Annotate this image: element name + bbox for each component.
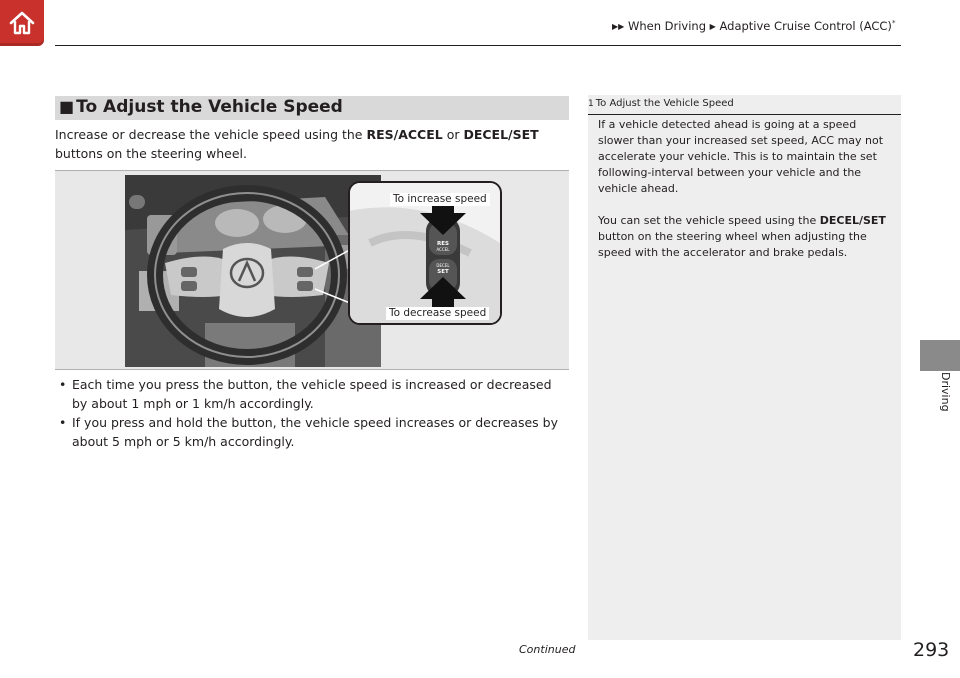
- breadcrumb: [612, 19, 895, 33]
- sidebar-text: button on the steering wheel when adjusting the speed with the accelerator and brake pedals.: [598, 230, 867, 259]
- sidebar-body: [598, 117, 894, 277]
- home-icon: [7, 8, 37, 38]
- increase-speed-label: To increase speed: [390, 193, 490, 206]
- intro-text: Increase or decrease the vehicle speed using the: [55, 127, 367, 142]
- home-button[interactable]: [0, 0, 44, 46]
- intro-text: or: [442, 127, 464, 142]
- sidebar-title: [588, 98, 901, 115]
- bullet-dot-icon: •: [59, 377, 67, 392]
- decel-set-term: DECEL/SET: [819, 214, 886, 227]
- sidebar-note: [588, 95, 901, 640]
- section-title: [59, 97, 343, 117]
- chapter-tab[interactable]: [920, 340, 960, 371]
- header-divider: [55, 45, 901, 46]
- square-bullet-icon: ■: [59, 97, 75, 116]
- res-button-label: RES: [437, 241, 449, 247]
- sidebar-paragraph: If a vehicle detected ahead is going at a speed slower than your increased set speed, ACC may not accelerate your vehicle. This is to maintain the set following-interval between your vehicle and the vehicle ahead.: [598, 118, 884, 195]
- button-closeup-callout: [348, 181, 502, 325]
- res-accel-term: RES/ACCEL: [366, 127, 443, 142]
- list-item-text: Each time you press the button, the vehicle speed is increased or decreased by about 1 mph or 1 km/h accordingly.: [72, 377, 552, 411]
- steering-wheel-illustration: [125, 175, 381, 367]
- breadcrumb-item[interactable]: Adaptive Cruise Control (ACC): [719, 19, 892, 33]
- intro-paragraph: [55, 125, 571, 163]
- bullet-list: [57, 375, 569, 451]
- section-heading-bar: [55, 96, 569, 120]
- list-item: [57, 375, 569, 413]
- reference-marker: 1: [588, 99, 594, 109]
- decel-set-term: DECEL/SET: [463, 127, 539, 142]
- steering-wheel-figure: [55, 170, 569, 370]
- sidebar-text: You can set the vehicle speed using the: [598, 214, 820, 227]
- continued-label: Continued: [519, 643, 576, 656]
- sidebar-paragraph: [598, 213, 894, 261]
- breadcrumb-arrow-icon: ▶: [709, 22, 716, 31]
- option-mark: *: [891, 19, 896, 28]
- sidebar-title-text[interactable]: To Adjust the Vehicle Speed: [595, 98, 734, 109]
- decrease-speed-label: To decrease speed: [386, 307, 489, 320]
- intro-text: buttons on the steering wheel.: [55, 146, 247, 161]
- chapter-tab-label[interactable]: Driving: [939, 372, 952, 412]
- breadcrumb-arrow-icon: ▶▶: [612, 22, 625, 31]
- decel-button-label: DECEL: [436, 263, 450, 268]
- section-title-text: To Adjust the Vehicle Speed: [76, 97, 343, 117]
- accel-button-label: ACCEL: [436, 247, 450, 252]
- steering-wheel-photo: [125, 175, 381, 367]
- set-button-label: SET: [437, 269, 449, 275]
- list-item: [57, 413, 569, 451]
- breadcrumb-item[interactable]: When Driving: [627, 19, 707, 33]
- page-number: 293: [913, 639, 950, 661]
- bullet-dot-icon: •: [59, 415, 67, 430]
- list-item-text: If you press and hold the button, the vehicle speed increases or decreases by about 5 mph or 5 km/h accordingly.: [72, 415, 558, 449]
